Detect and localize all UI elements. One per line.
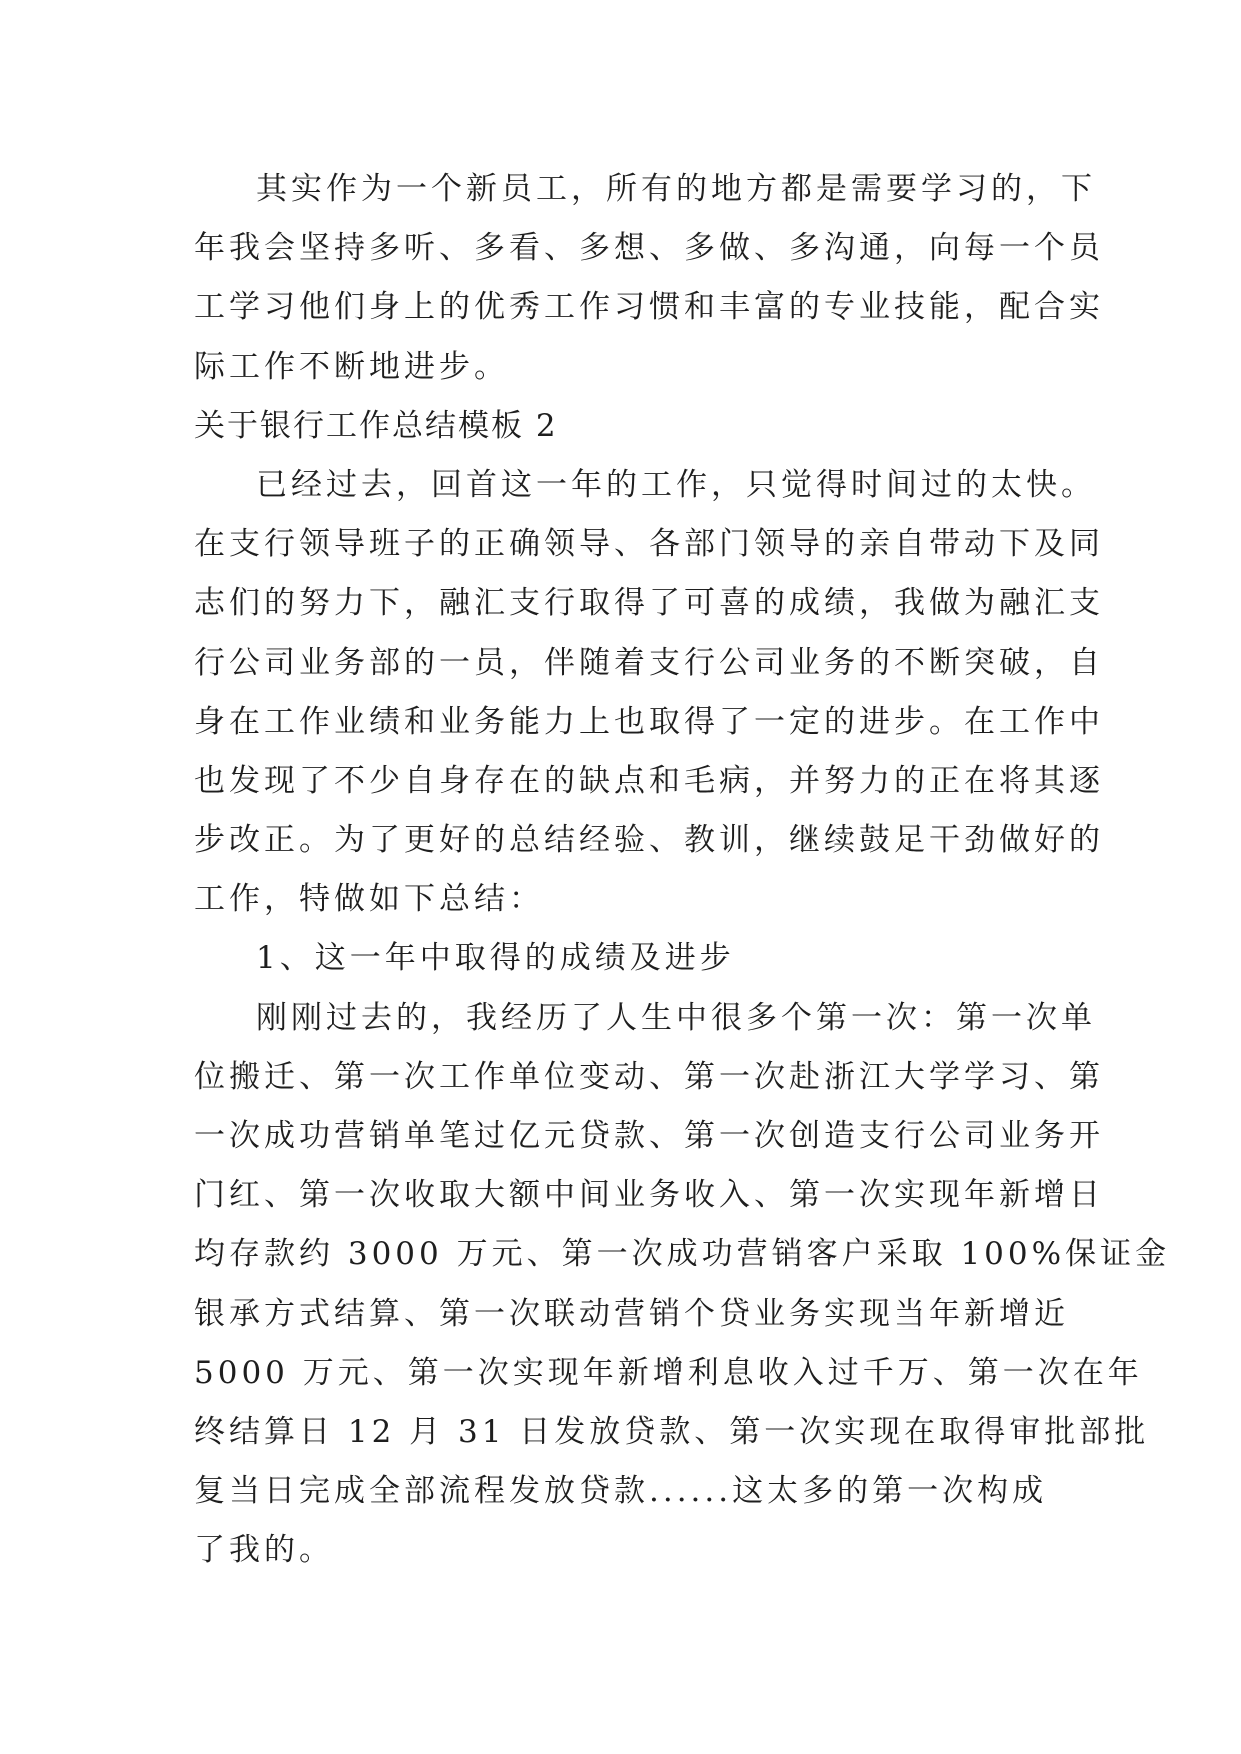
paragraph-line: 位搬迁、第一次工作单位变动、第一次赴浙江大学学习、第	[194, 1058, 1104, 1095]
paragraph-line: 了我的。	[194, 1532, 334, 1569]
paragraph-line: 年我会坚持多听、多看、多想、多做、多沟通，向每一个员	[194, 230, 1104, 267]
section-heading: 关于银行工作总结模板 2	[194, 407, 558, 444]
document-body	[194, 160, 1171, 1581]
paragraph-line: 银承方式结算、第一次联动营销个贷业务实现当年新增近	[194, 1295, 1069, 1332]
paragraph-line: 行公司业务部的一员，伴随着支行公司业务的不断突破，自	[194, 644, 1104, 681]
paragraph-line: 均存款约 3000 万元、第一次成功营销客户采取 100%保证金	[194, 1236, 1171, 1273]
paragraph-line: 终结算日 12 月 31 日发放贷款、第一次实现在取得审批部批	[194, 1413, 1150, 1450]
paragraph-line: 门红、第一次收取大额中间业务收入、第一次实现年新增日	[194, 1177, 1104, 1214]
paragraph-line: 已经过去，回首这一年的工作，只觉得时间过的太快。	[256, 466, 1096, 503]
paragraph-line: 在支行领导班子的正确领导、各部门领导的亲自带动下及同	[194, 526, 1104, 563]
paragraph-line: 5000 万元、第一次实现年新增利息收入过千万、第一次在年	[194, 1354, 1143, 1391]
paragraph-line: 步改正。为了更好的总结经验、教训，继续鼓足干劲做好的	[194, 822, 1104, 859]
paragraph-line: 一次成功营销单笔过亿元贷款、第一次创造支行公司业务开	[194, 1118, 1104, 1154]
paragraph-line: 际工作不断地进步。	[194, 348, 509, 385]
paragraph-line: 工作，特做如下总结：	[194, 881, 544, 918]
paragraph-line: 刚刚过去的，我经历了人生中很多个第一次：第一次单	[256, 999, 1096, 1036]
paragraph-line: 复当日完成全部流程发放贷款......这太多的第一次构成	[194, 1473, 1048, 1510]
paragraph-line: 志们的努力下，融汇支行取得了可喜的成绩，我做为融汇支	[194, 585, 1104, 622]
paragraph-line: 身在工作业绩和业务能力上也取得了一定的进步。在工作中	[194, 703, 1104, 740]
paragraph-line: 也发现了不少自身存在的缺点和毛病，并努力的正在将其逐	[194, 762, 1104, 799]
paragraph-line: 工学习他们身上的优秀工作习惯和丰富的专业技能，配合实	[194, 289, 1104, 326]
subsection-heading: 1、这一年中取得的成绩及进步	[256, 940, 735, 977]
paragraph-line: 其实作为一个新员工，所有的地方都是需要学习的，下	[256, 171, 1096, 207]
